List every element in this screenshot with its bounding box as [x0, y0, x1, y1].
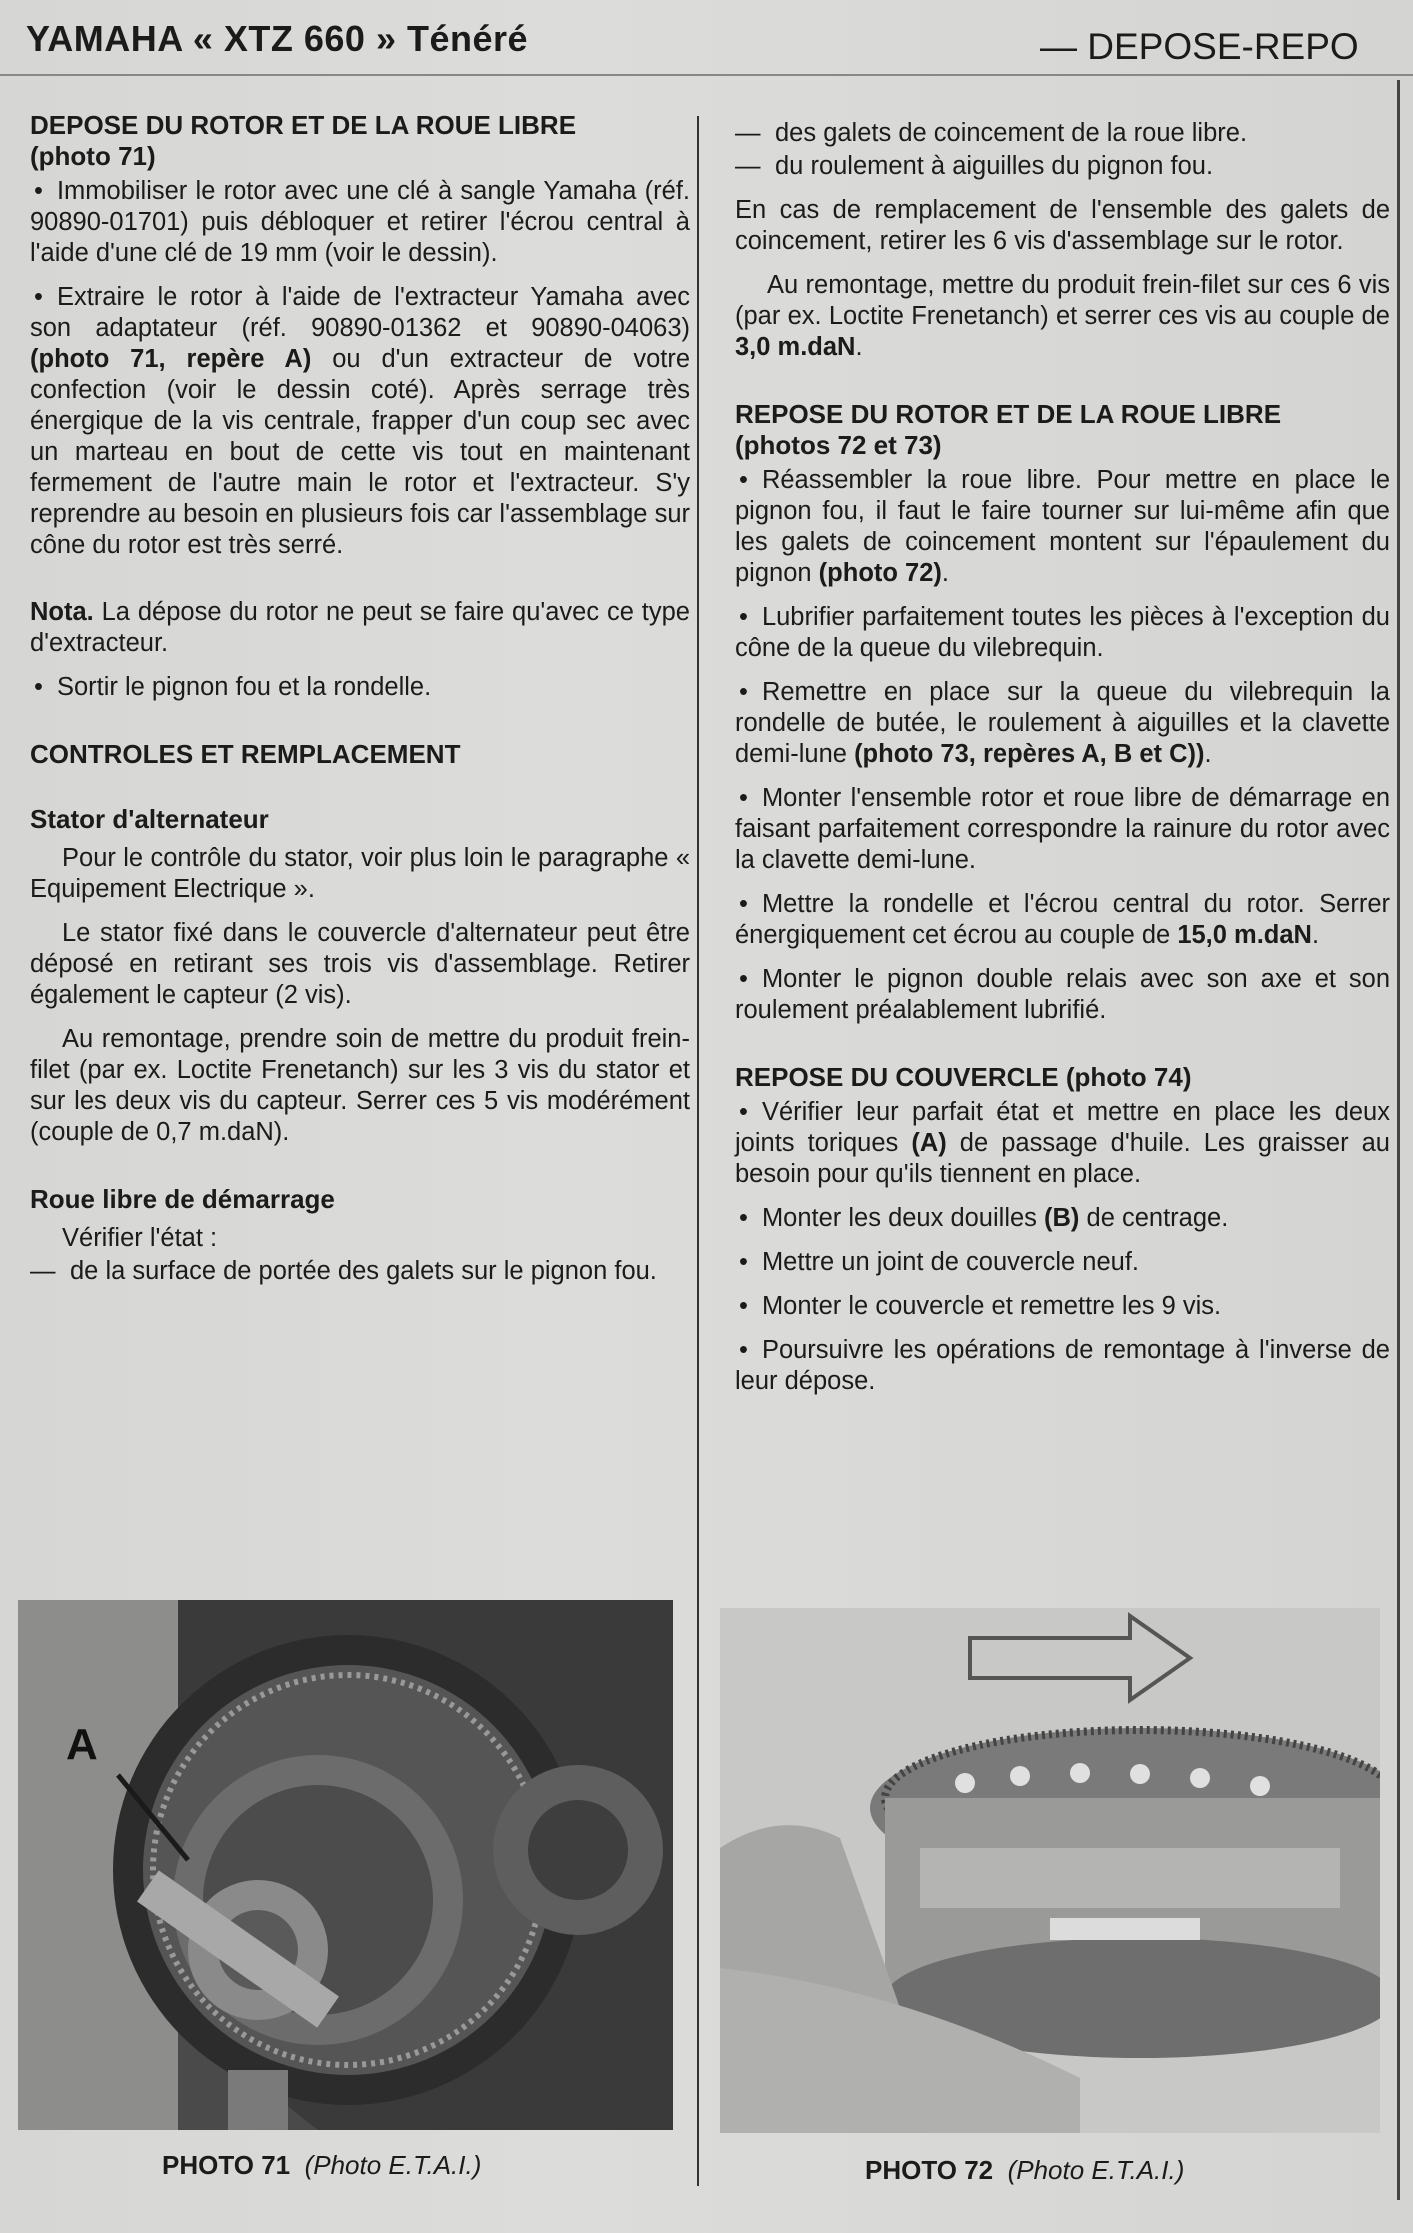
paragraph-controle-stator: Pour le contrôle du stator, voir plus loin le paragraphe « Equipement Electrique ». [30, 844, 690, 903]
heading-roue-libre: Roue libre de démarrage [30, 1184, 335, 1214]
heading-subtext: (photo 71) [30, 141, 156, 171]
engine-rotor-photo [18, 1600, 673, 2130]
photo-marker-a: A [66, 1720, 98, 1769]
paragraph-sortir: • Sortir le pignon fou et la rondelle. [30, 672, 690, 703]
section-header-title: — DEPOSE-REPO [1040, 26, 1359, 67]
marker-reference: (A) [911, 1129, 947, 1157]
marker-reference: (B) [1044, 1204, 1080, 1232]
photo-71 [18, 1600, 673, 2130]
list-item-surface: — de la surface de portée des galets sur le pignon fou. [30, 1256, 690, 1287]
heading-text: REPOSE DU ROTOR ET DE LA ROUE LIBRE [735, 399, 1282, 429]
paragraph-immobiliser: • Immobiliser le rotor avec une clé à sangle Yamaha (réf. 90890-01701) puis débloquer et retirer l'écrou central à l'aide d'une clé de 19 mm (voir le dessin). [30, 176, 690, 269]
paragraph-nota [30, 597, 690, 659]
text: Réassembler la roue libre. Pour mettre en place le pignon fou, il faut le faire tourner sur lui-même afin que les galets de coincement montent sur l'épaulement du pignon [735, 466, 1390, 587]
text: . [941, 559, 949, 587]
text: Au remontage, mettre du produit frein-filet sur ces 6 vis (par ex. Loctite Frenetanch) et serrer ces vis au couple de [735, 271, 1390, 330]
text: . [1311, 921, 1320, 949]
text: Remettre en place sur la queue du vilebrequin la rondelle de butée, le roulement à aiguilles et la clavette demi-lune [735, 678, 1390, 768]
paragraph-douilles [735, 1203, 1390, 1234]
torque-value: 3,0 m.daN [735, 333, 856, 361]
heading-repose-rotor [735, 399, 1390, 461]
paragraph-remettre [735, 677, 1390, 770]
paragraph-couvercle-vis: • Monter le couvercle et remettre les 9 vis. [735, 1291, 1390, 1322]
heading-depose-rotor [30, 110, 690, 172]
heading-controles: CONTROLES ET REMPLACEMENT [30, 739, 461, 769]
photo-label: PHOTO 71 [162, 2150, 291, 2180]
paragraph-monter-ensemble: • Monter l'ensemble rotor et roue libre de démarrage en faisant parfaitement correspondre la rainure du rotor avec la clavette demi-lune. [735, 783, 1390, 876]
page-edge-rule [1397, 80, 1400, 2200]
text: de centrage. [1079, 1204, 1229, 1232]
photo-credit: (Photo E.T.A.I.) [304, 2150, 482, 2180]
heading-repose-couvercle: REPOSE DU COUVERCLE (photo 74) [735, 1062, 1192, 1092]
text: Monter les deux douilles [761, 1204, 1045, 1232]
paragraph-remontage-stator: Au remontage, prendre soin de mettre du produit frein-filet (par ex. Loctite Frenetanch) sur les 3 vis du stator et sur les deux vis du capteur. Serrer ces 5 vis modérément (couple de 0,7 m.daN). [30, 1025, 690, 1146]
text: Extraire le rotor à l'aide de l'extracteur Yamaha avec son adaptateur (réf. 90890-01362 et 90890-04063) [30, 283, 690, 342]
photo-72 [720, 1608, 1380, 2133]
photo-reference: (photo 72) [818, 559, 942, 587]
header-divider [0, 74, 1413, 76]
text: de passage d'huile. Les graisser au besoin pour qu'ils tiennent en place. [735, 1129, 1390, 1188]
paragraph-stator-fixe: Le stator fixé dans le couvercle d'alternateur peut être déposé en retirant ses trois vis d'assemblage. Retirer également le capteur (2 vis). [30, 919, 690, 1009]
page-header-title: YAMAHA « XTZ 660 » Ténéré [26, 18, 529, 59]
text: . [855, 333, 863, 361]
paragraph-lubrifier: • Lubrifier parfaitement toutes les pièces à l'exception du cône de la queue du vilebrequin. [735, 602, 1390, 664]
paragraph-pignon-double: • Monter le pignon double relais avec son axe et son roulement préalablement lubrifié. [735, 964, 1390, 1026]
paragraph-remplacement-galets: En cas de remplacement de l'ensemble des galets de coincement, retirer les 6 vis d'assemblage sur le rotor. [735, 196, 1390, 255]
list-item-roulement: — du roulement à aiguilles du pignon fou. [735, 151, 1390, 182]
column-divider [697, 116, 699, 2186]
heading-subtext: (photos 72 et 73) [735, 430, 942, 460]
left-column [30, 110, 690, 1289]
paragraph-mettre-rondelle [735, 889, 1390, 951]
freewheel-rotor-photo [720, 1608, 1380, 2133]
torque-value: 15,0 m.daN [1177, 921, 1312, 949]
list-item-galets: — des galets de coincement de la roue libre. [735, 118, 1390, 149]
heading-text: DEPOSE DU ROTOR ET DE LA ROUE LIBRE [30, 110, 577, 140]
photo-72-caption [865, 2155, 1184, 2186]
paragraph-joints [735, 1097, 1390, 1190]
paragraph-remontage-vis [735, 270, 1390, 363]
paragraph-extraire [30, 282, 690, 561]
paragraph-joint-neuf: • Mettre un joint de couvercle neuf. [735, 1247, 1390, 1278]
photo-reference: (photo 71, repère A) [30, 345, 312, 373]
right-column [735, 118, 1390, 1410]
photo-credit: (Photo E.T.A.I.) [1007, 2155, 1185, 2185]
paragraph-poursuivre: • Poursuivre les opérations de remontage à l'inverse de leur dépose. [735, 1335, 1390, 1397]
paragraph-verifier-etat: Vérifier l'état : [62, 1224, 218, 1252]
nota-text: La dépose du rotor ne peut se faire qu'avec ce type d'extracteur. [30, 598, 690, 657]
nota-label: Nota. [30, 598, 94, 626]
paragraph-reassembler [735, 465, 1390, 589]
text: Vérifier leur parfait état et mettre en place les deux joints toriques [735, 1098, 1390, 1157]
text: Mettre la rondelle et l'écrou central du rotor. Serrer énergiquement cet écrou au couple de [735, 890, 1390, 949]
text: ou d'un extracteur de votre confection (voir le dessin coté). Après serrage très énergique de la vis centrale, frapper d'un coup sec avec un marteau en bout de cette vis tout en maintenant fermement de l'autre main le rotor et l'extracteur. S'y reprendre au besoin en plusieurs fois car l'assemblage sur cône du rotor est très serré. [30, 345, 691, 559]
photo-label: PHOTO 72 [865, 2155, 994, 2185]
text: . [1204, 740, 1212, 768]
photo-reference: (photo 73, repères A, B et C)) [854, 740, 1205, 768]
photo-71-caption [162, 2150, 481, 2181]
heading-stator: Stator d'alternateur [30, 804, 269, 834]
